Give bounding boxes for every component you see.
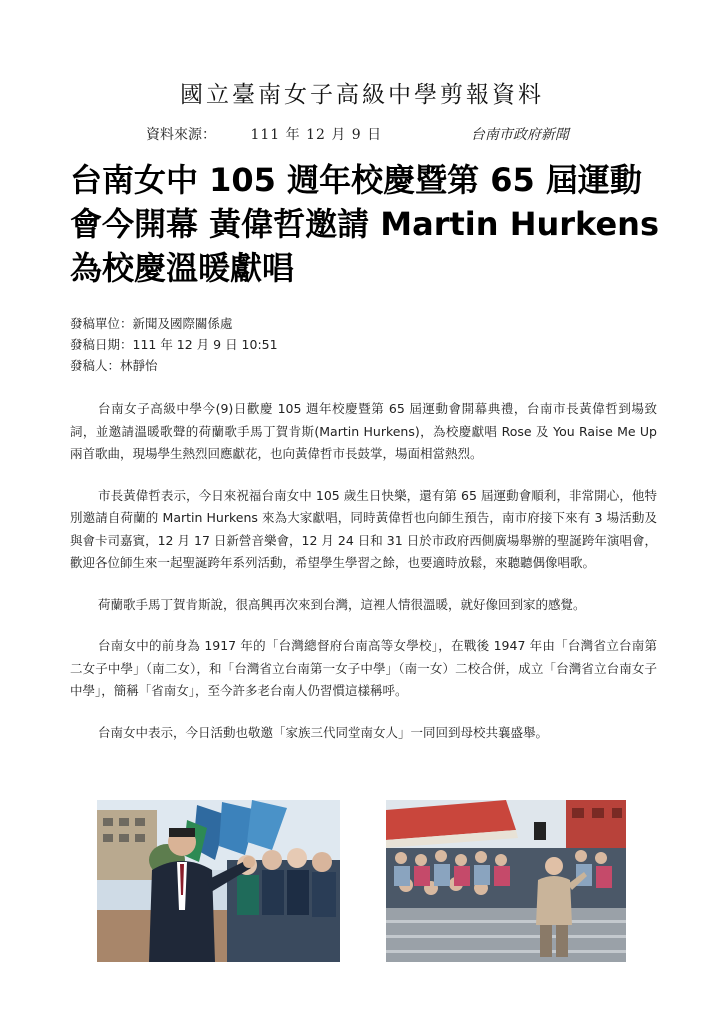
article-body: [70, 398, 657, 763]
source-name: 台南市政府新聞: [470, 127, 569, 143]
paragraph-4: 台南女中的前身為 1917 年的「台灣總督府台南高等女學校」，在戰後 1947 年由「台灣省立台南第二女子中學」（南二女），和「台灣省立台南第一女子中學」（南一女）二校合併，成立「台灣省立台南女子中學」，簡稱「省南女」，至今許多老台南人仍習慣這樣稱呼。: [70, 638, 657, 698]
source-date: 111 年 12 月 9 日: [250, 127, 383, 143]
document-header-title: 國立臺南女子高級中學剪報資料: [180, 82, 544, 108]
source-line: [146, 124, 606, 144]
photo-mayor-greeting-students: [97, 800, 340, 962]
paragraph-1: 台南女子高級中學今(9)日歡慶 105 週年校慶暨第 65 屆運動會開幕典禮，台南市長黃偉哲到場致詞，並邀請溫暖歌聲的荷蘭歌手馬丁賀肯斯(Martin Hurkens)，為校慶獻唱 Rose 及 You Raise Me Up 兩首歌曲，現場學生熱烈回應獻花，也向黃偉哲市長鼓掌，場面相當熱烈。: [70, 401, 657, 461]
meta-author: 發稿人：林靜怡: [70, 358, 158, 373]
article-headline: 台南女中 105 週年校慶暨第 65 屆運動會今開幕 黃偉哲邀請 Martin Hurkens 為校慶溫暖獻唱: [70, 161, 659, 287]
paragraph-3: 荷蘭歌手馬丁賀肯斯說，很高興再次來到台灣，這裡人情很溫暖，就好像回到家的感覺。: [98, 596, 586, 612]
meta-date: 發稿日期：111 年 12 月 9 日 10:51: [70, 337, 278, 352]
article-meta: [70, 313, 660, 376]
paragraph-2: 市長黃偉哲表示，今日來祝福台南女中 105 歲生日快樂，還有第 65 屆運動會順利，非常開心，他特別邀請自荷蘭的 Martin Hurkens 來為大家獻唱，同時黃偉哲也向師生預告，南市府接下來有 3 場活動及與會卡司嘉賓，12 月 17 日新營音樂會，12 月 24 日和 31 日於市政府西側廣場舉辦的聖誕跨年演唱會，歡迎各位師生來一起聖誕跨年系列活動，希望學生學習之餘，也要適時放鬆，來聽聽偶像唱歌。: [70, 487, 657, 570]
source-label: 資料來源：: [146, 127, 216, 143]
paragraph-5: 台南女中表示，今日活動也敬邀「家族三代同堂南女人」一同回到母校共襄盛舉。: [98, 724, 549, 740]
photo-singer-performing: [386, 800, 626, 962]
meta-unit: 發稿單位：新聞及國際關係處: [70, 316, 233, 331]
